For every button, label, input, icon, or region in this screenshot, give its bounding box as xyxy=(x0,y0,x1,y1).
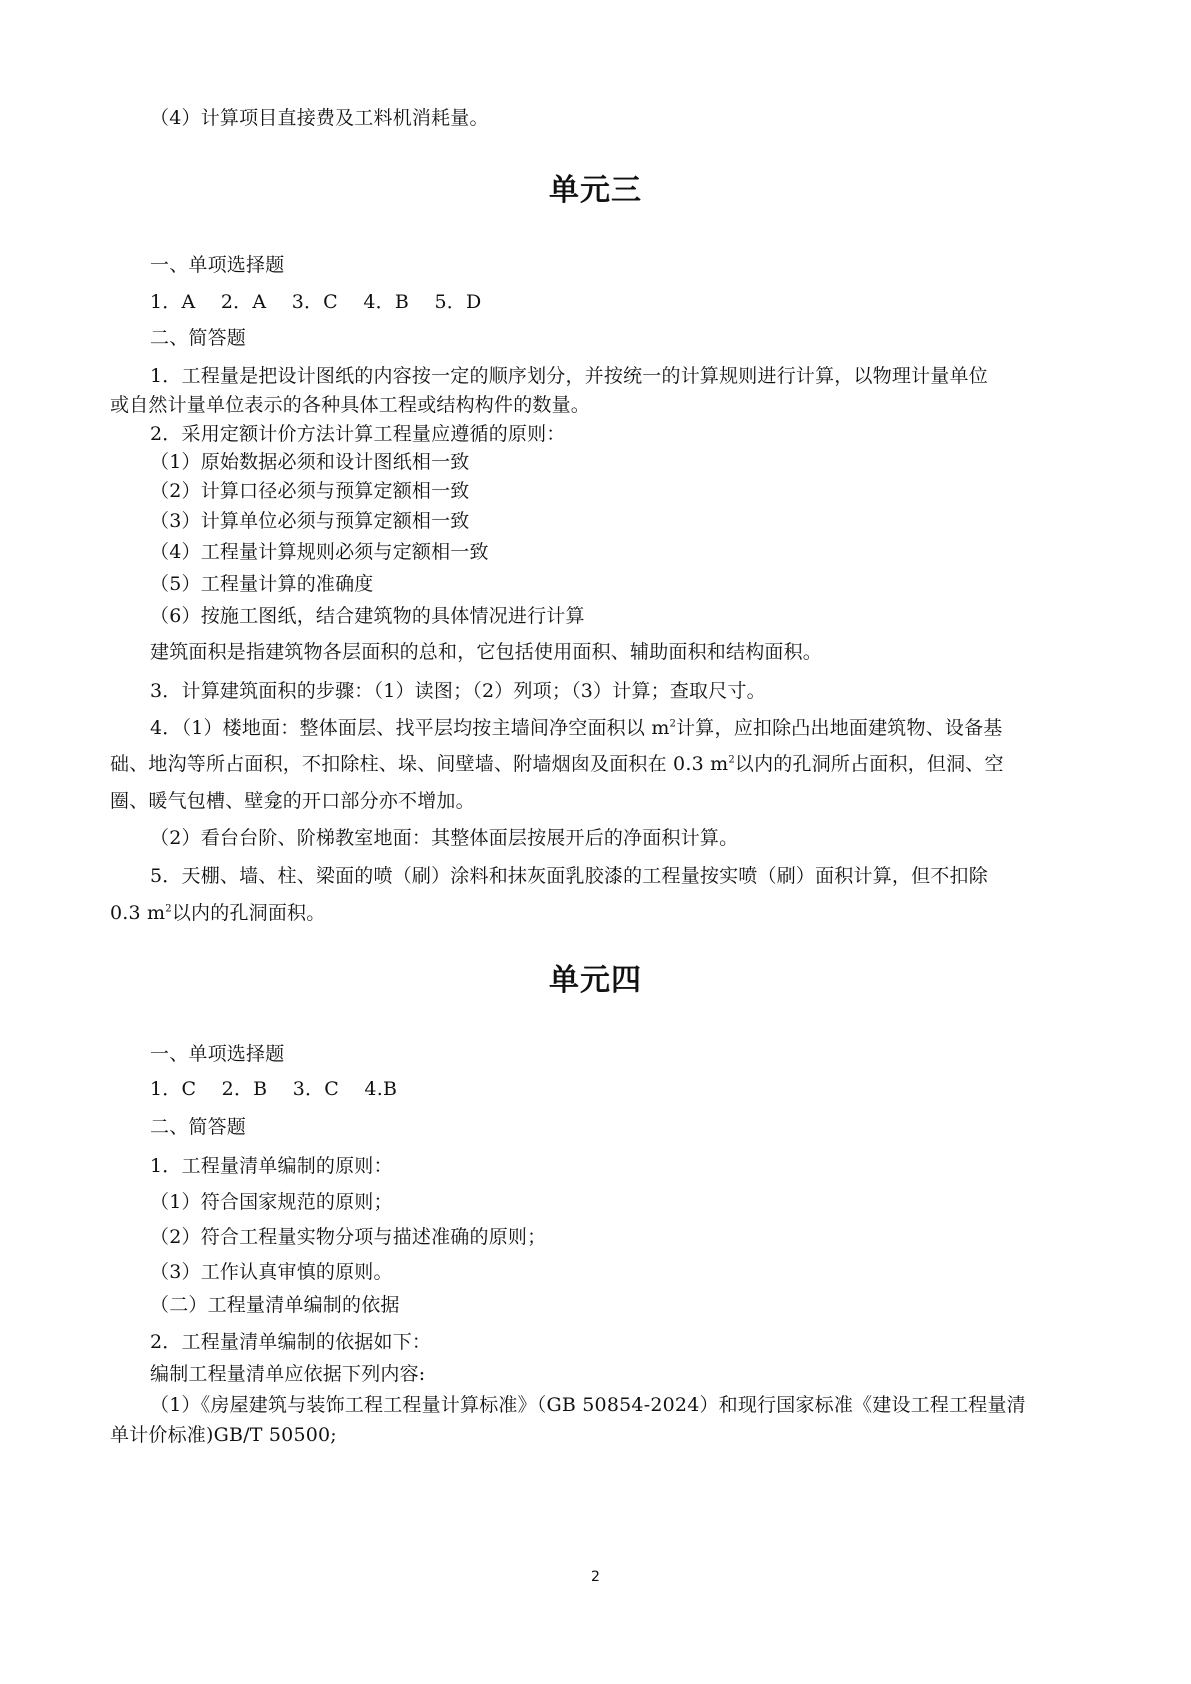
answer-1-item: （1）符合国家规范的原则； xyxy=(150,1191,393,1213)
superscript: 2 xyxy=(669,718,677,730)
paragraph-item-4: （4）计算项目直接费及工料机消耗量。 xyxy=(150,107,489,129)
answer-2-item: （5）工程量计算的准确度 xyxy=(150,573,374,595)
answer-1-item: （二）工程量清单编制的依据 xyxy=(150,1294,400,1316)
answer-2-item-1-line-2: 单计价标准)GB/T 50500; xyxy=(110,1424,337,1446)
answer-2-intro: 2．工程量清单编制的依据如下： xyxy=(150,1331,432,1353)
answer-5-line-2-text: 以内的孔洞面积。 xyxy=(171,902,326,924)
area-definition: 建筑面积是指建筑物各层面积的总和，它包括使用面积、辅助面积和结构面积。 xyxy=(150,641,823,663)
answer-4-line-2-text: 以内的孔洞所占面积，但洞、空 xyxy=(734,753,1004,775)
answer-4-line-1-text: 计算，应扣除凸出地面建筑物、设备基 xyxy=(676,717,1003,739)
superscript: 2 xyxy=(728,754,735,766)
answer-4-line-1-text: 4．（1）楼地面：整体面层、找平层均按主墙间净空面积以 m xyxy=(150,717,670,739)
answer-5-line-2 xyxy=(110,901,325,925)
answer-2-sub: 编制工程量清单应依据下列内容: xyxy=(150,1363,426,1385)
answer-2-item: （2）计算口径必须与预算定额相一致 xyxy=(150,480,470,502)
answer-3: 3．计算建筑面积的步骤：（1）读图；（2）列项；（3）计算；查取尺寸。 xyxy=(150,680,766,702)
answer-1-line-1: 1．工程量是把设计图纸的内容按一定的顺序划分，并按统一的计算规则进行计算，以物理计量单位 xyxy=(150,365,988,387)
answer-5-line-2-text: 0.3 m xyxy=(110,902,166,924)
answer-1-item: （3）工作认真审慎的原则。 xyxy=(150,1261,393,1283)
section-short-answer: 二、简答题 xyxy=(150,1116,247,1138)
answer-2-item-1-line-1: （1）《房屋建筑与装饰工程工程量计算标准》（GB 50854-2024）和现行国家标准《建设工程工程量清 xyxy=(150,1394,1026,1416)
section-single-choice: 一、单项选择题 xyxy=(150,254,285,276)
page-number: 2 xyxy=(591,1569,600,1585)
answer-1-intro: 1．工程量清单编制的原则： xyxy=(150,1155,393,1177)
answer-2-item: （1）原始数据必须和设计图纸相一致 xyxy=(150,451,470,473)
answer-2-intro: 2．采用定额计价方法计算工程量应遵循的原则： xyxy=(150,423,566,445)
answer-4-line-2 xyxy=(110,752,1004,776)
answer-2-item: （4）工程量计算规则必须与定额相一致 xyxy=(150,541,489,563)
answer-2-item: （3）计算单位必须与预算定额相一致 xyxy=(150,510,470,532)
answer-4-line-3: 圈、暖气包槽、壁龛的开口部分亦不增加。 xyxy=(110,790,475,812)
unit-four-heading: 单元四 xyxy=(549,963,642,998)
section-short-answer: 二、简答题 xyxy=(150,327,247,349)
answer-4-part-2: （2）看台台阶、阶梯教室地面：其整体面层按展开后的净面积计算。 xyxy=(150,827,739,849)
answer-1-item: （2）符合工程量实物分项与描述准确的原则； xyxy=(150,1226,547,1248)
section-single-choice: 一、单项选择题 xyxy=(150,1043,285,1065)
superscript: 2 xyxy=(165,903,172,915)
choice-answers: 1．C 2．B 3．C 4.B xyxy=(150,1078,398,1100)
choice-answers: 1．A 2．A 3．C 4．B 5．D xyxy=(150,291,482,313)
unit-three-heading: 单元三 xyxy=(549,173,642,208)
answer-4-line-2-text: 础、地沟等所占面积，不扣除柱、垛、间壁墙、附墙烟囱及面积在 0.3 m xyxy=(110,753,729,775)
answer-2-item: （6）按施工图纸，结合建筑物的具体情况进行计算 xyxy=(150,605,585,627)
answer-5-line-1: 5．天棚、墙、柱、梁面的喷（刷）涂料和抹灰面乳胶漆的工程量按实喷（刷）面积计算，但不扣除 xyxy=(150,865,988,887)
answer-1-line-2: 或自然计量单位表示的各种具体工程或结构构件的数量。 xyxy=(110,394,591,416)
answer-4-line-1 xyxy=(150,716,1003,740)
